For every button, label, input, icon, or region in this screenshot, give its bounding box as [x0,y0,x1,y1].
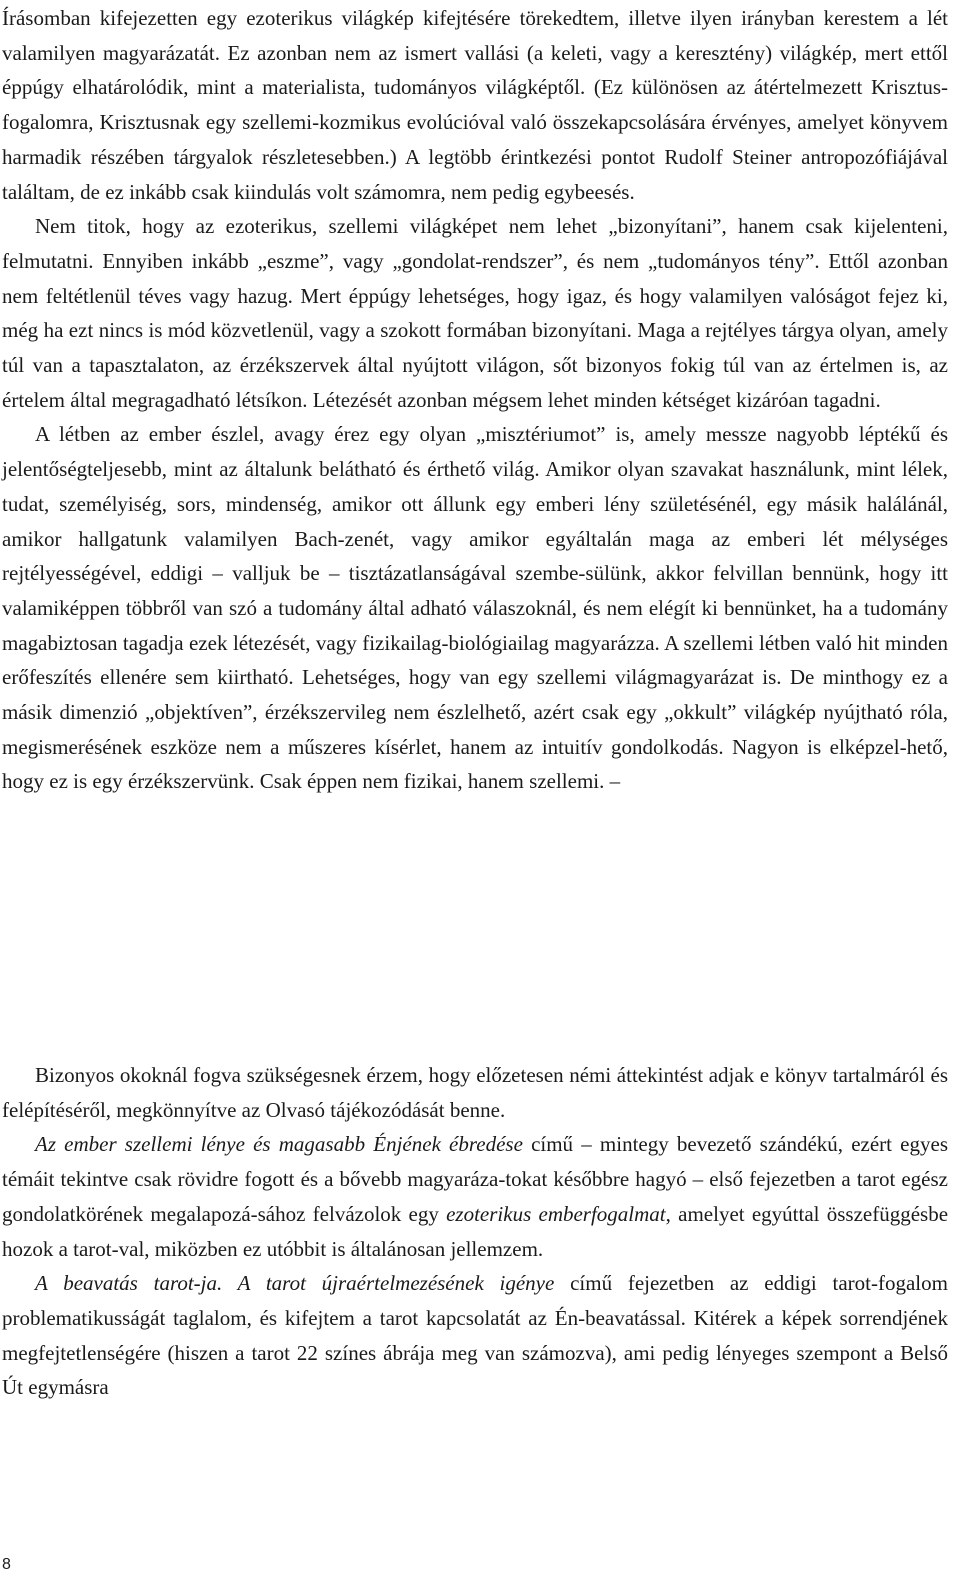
text-run: Bizonyos okoknál fogva szükségesnek érzem, hogy előzetesen némi áttekintést adjak e könyv tartalmáról és felépítéséről, megkönnyítve az Olvasó tájékozódását benne. [2,1063,948,1122]
text-run: Nem titok, hogy az ezoterikus, szellemi világképet nem lehet „bizonyítani”, hanem csak kijelenteni, felmutatni. Ennyiben inkább „eszme”, vagy „gondolat-rendszer”, és nem „tudományos tény”. Ettől azonban nem feltétlenül téves vagy hazug. Mert éppúgy lehetséges, hogy igaz, és hogy valamilyen valóságot fejez ki, még ha ezt nincs is mód közvetlenül, vagy a szokott formában bizonyítani. Maga a rejtélyes tárgya olyan, amely túl van a tapasztalaton, az érzékszervek által nyújtott világon, sőt bizonyos fokig túl van az értelmen is, az értelem által megragadható létsíkon. Létezését azonban mégsem lehet minden kétséget kizáróan tagadni. [2,214,948,412]
paragraph-4 [2,1058,948,1127]
paragraph-5 [2,1127,948,1266]
italic-title-run: ezoterikus emberfogalmat [446,1201,666,1226]
body-text-upper [2,1,948,799]
text-run: , amelyet egyúttal összefüggésbe hozok a tarot-val, miközben ez utóbbit is általánosan jellemzem. [2,1201,949,1261]
body-text-lower [2,1058,948,1405]
paragraph-6 [2,1266,948,1405]
text-run: című – mintegy bevezető szándékú, ezért egyes témáit tekintve csak rövidre fogott és a bővebb magyaráza-tokat későbbre hagyó – első fejezetben a tarot egész gondolatkörének megalapozá-sához felvázolok egy [2,1132,948,1226]
text-run: A létben az ember észlel, avagy érez egy olyan „misztériumot” is, amely messze nagyobb léptékű és jelentőségteljesebb, mint az általunk belátható és érthető világ. Amikor olyan szavakat használunk, mint lélek, tudat, személyiség, sors, mindenség, amikor ott állunk egy emberi lény születésénél, egy másik halálánál, amikor hallgatunk valamilyen Bach-zenét, vagy amikor egyáltalán maga az emberi lét mélységes rejtélyességével, eddigi – valljuk be – tisztázatlanságával szembe-sülünk, akkor felvillan bennünk, hogy itt valamiképpen többről van szó a tudomány által adható válaszoknál, és nem elégít ki bennünket, ha a tudomány magabiztosan tagadja ezek létezését, vagy fizikailag-biológiailag magyarázza. A szellemi létben való hit minden erőfeszítés ellenére sem kiirtható. Lehetséges, hogy van egy szellemi világmagyarázat is. De minthogy ez a másik dimenzió „objektíven”, érzékszervileg nem észlelhető, azért csak egy „okkult” világkép nyújtható róla, megismerésének eszköze nem a műszeres kísérlet, hanem az intuitív gondolkodás. Nagyon is elképzel-hető, hogy ez is egy érzékszervünk. Csak éppen nem fizikai, hanem szellemi. – [2,422,948,794]
text-run: című fejezetben az eddigi tarot-fogalom problematikusságát taglalom, és kifejtem a tarot kapcsolatát az Én-beavatással. Kitérek a képek sorrendjének megfejtetlenségére (hiszen a tarot 22 színes ábrája meg van számozva), ami pedig lényeges szempont a Belső Út egymásra [2,1271,948,1400]
paragraph-1 [2,1,948,209]
text-run: Írásomban kifejezetten egy ezoterikus világkép kifejtésére törekedtem, illetve ilyen irányban kerestem a lét valamilyen magyarázatát. Ez azonban nem az ismert vallási (a keleti, vagy a keresztény) világkép, mert ettől éppúgy elhatárolódik, mint a materialista, tudományos világképtől. (Ez különösen az átértelmezett Krisztus-fogalomra, Krisztusnak egy szellemi-kozmikus evolúcióval való összekapcsolására érvényes, amelyet könyvem harmadik részében tárgyalok részletesebben.) A legtöbb érintkezési pontot Rudolf Steiner antropozófiájával találtam, de ez inkább csak kiindulás volt számomra, nem pedig egybeesés. [2,6,948,204]
paragraph-3 [2,417,948,799]
page-number: 8 [2,1556,11,1573]
paragraph-2 [2,209,948,417]
italic-title-run: A beavatás tarot-ja. A tarot újraértelmezésének igénye [35,1271,555,1296]
italic-title-run: Az ember szellemi lénye és magasabb Énjének ébredése [35,1132,523,1157]
